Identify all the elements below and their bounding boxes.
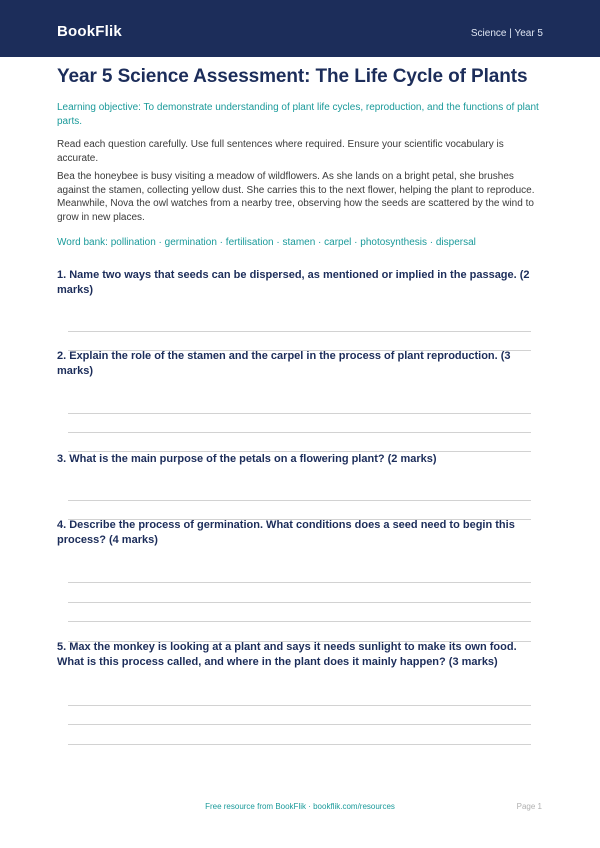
answer-line[interactable] — [68, 602, 531, 603]
page-number: Page 1 — [516, 802, 542, 811]
subject-year-label: Science | Year 5 — [470, 28, 543, 39]
answer-line[interactable] — [68, 582, 531, 583]
question-4: 4. Describe the process of germination. What conditions does a seed need to begin this process? (4 marks) — [57, 519, 515, 546]
question-1: 1. Name two ways that seeds can be dispersed, as mentioned or implied in the passage. (2 marks) — [57, 269, 530, 296]
learning-objective: Learning objective: To demonstrate understanding of plant life cycles, reproduction, and the functions of plant parts. — [57, 102, 539, 127]
brand-logo[interactable]: BookFlik — [57, 23, 122, 40]
answer-line[interactable] — [68, 432, 531, 433]
page-title: Year 5 Science Assessment: The Life Cycle of Plants — [57, 66, 528, 87]
reading-passage: Bea the honeybee is busy visiting a meadow of wildflowers. As she lands on a bright petal, she brushes against the stamen, collecting yellow dust. She carries this to the next flower, helping the plant to reproduce. Meanwhile, Nova the owl watches from a nearby tree, observing how the seeds are scattered by the wind to grow in new places. — [57, 171, 535, 223]
word-bank: Word bank: pollination · germination · fertilisation · stamen · carpel · photosynthesis · dispersal — [57, 237, 476, 248]
footer-text[interactable]: Free resource from BookFlik · bookflik.com/resources — [205, 802, 395, 811]
answer-line[interactable] — [68, 621, 531, 622]
answer-line[interactable] — [68, 413, 531, 414]
question-5: 5. Max the monkey is looking at a plant and says it needs sunlight to make its own food. What is this process called, and where in the plant does it mainly happen? (3 marks) — [57, 641, 517, 668]
instructions: Read each question carefully. Use full sentences where required. Ensure your scientific vocabulary is accurate. — [57, 139, 504, 164]
answer-line[interactable] — [68, 500, 531, 501]
question-3: 3. What is the main purpose of the petals on a flowering plant? (2 marks) — [57, 453, 437, 465]
header-bar — [0, 0, 600, 57]
answer-line[interactable] — [68, 705, 531, 706]
answer-line[interactable] — [68, 744, 531, 745]
question-2: 2. Explain the role of the stamen and the carpel in the process of plant reproduction. (3 marks) — [57, 350, 511, 377]
answer-line[interactable] — [68, 724, 531, 725]
answer-line[interactable] — [68, 331, 531, 332]
